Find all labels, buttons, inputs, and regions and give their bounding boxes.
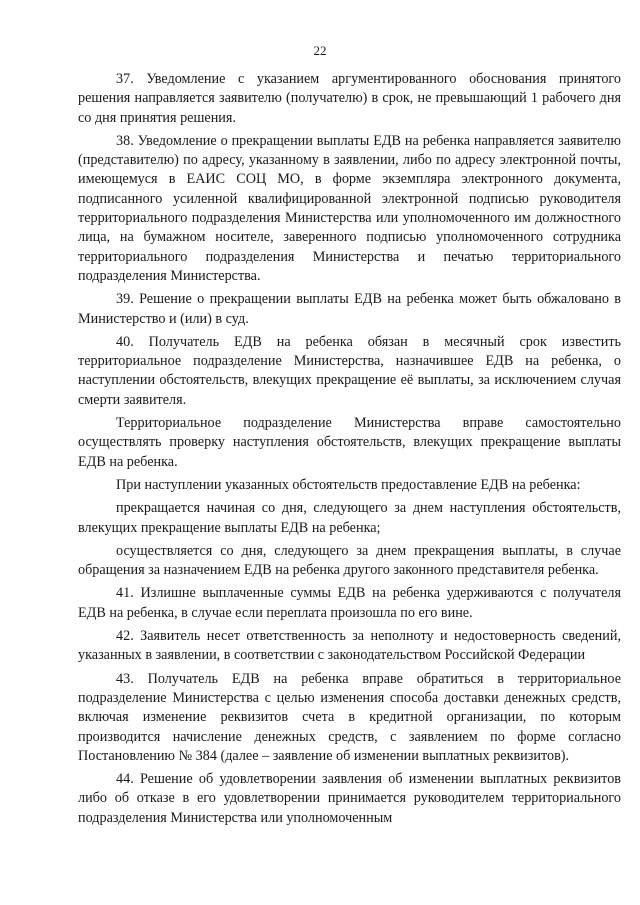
page-number: 22: [313, 43, 327, 58]
document-body: [78, 70, 621, 832]
paragraph-41: 41. Излишне выплаченные суммы ЕДВ на ребенка удерживаются с получателя ЕДВ на ребенка, в случае если переплата произошла по его вине.: [78, 585, 621, 621]
paragraph-42: 42. Заявитель несет ответственность за неполноту и недостоверность сведений, указанных в заявлении, в соответствии с законодательством Российской Федерации: [78, 628, 621, 664]
paragraph-40: 40. Получатель ЕДВ на ребенка обязан в месячный срок известить территориальное подразделение Министерства, назначившее ЕДВ на ребенка, о наступлении обстоятельств, влекущих прекращение её выплаты, за исключением случая смерти заявителя.: [78, 333, 621, 408]
paragraph-40-verification: Территориальное подразделение Министерства вправе самостоятельно осуществлять проверку наступления обстоятельств, влекущих прекращение выплаты ЕДВ на ребенка.: [78, 415, 621, 470]
paragraph-40-termination: прекращается начиная со дня, следующего за днем наступления обстоятельств, влекущих прекращение выплаты ЕДВ на ребенка;: [78, 500, 621, 536]
paragraph-37: 37. Уведомление с указанием аргументированного обоснования принятого решения направляется заявителю (получателю) в срок, не превышающий 1 рабочего дня со дня принятия решения.: [78, 71, 621, 126]
paragraph-39: 39. Решение о прекращении выплаты ЕДВ на ребенка может быть обжаловано в Министерство и (или) в суд.: [78, 291, 621, 327]
paragraph-38: 38. Уведомление о прекращении выплаты ЕДВ на ребенка направляется заявителю (представителю) по адресу, указанному в заявлении, либо по адресу электронной почты, имеющемуся в ЕАИС СОЦ МО, в форме экземпляра электронного документа, подписанного усиленной квалифицированной электронной подписью руководителя территориального подразделения Министерства или уполномоченного им должностного лица, на бумажном носителе, заверенного подписью уполномоченного сотрудника территориального подразделения Министерства и печатью территориального подразделения Министерства.: [78, 132, 621, 284]
paragraph-43: 43. Получатель ЕДВ на ребенка вправе обратиться в территориальное подразделение Министерства с целью изменения способа доставки денежных средств, включая изменение реквизитов счета в кредитной организации, по которым производится начисление денежных средств, с заявлением по форме согласно Постановлению № 384 (далее – заявление об изменении выплатных реквизитов).: [78, 670, 621, 764]
paragraph-40-continuation: осуществляется со дня, следующего за днем прекращения выплаты, в случае обращения за назначением ЕДВ на ребенка другого законного представителя ребенка.: [78, 542, 621, 579]
paragraph-40-conditions-intro: При наступлении указанных обстоятельств предоставление ЕДВ на ребенка:: [116, 476, 581, 493]
paragraph-44: 44. Решение об удовлетворении заявления об изменении выплатных реквизитов либо об отказе в его удовлетворении принимается руководителем территориального подразделения Министерства или уполномоченным: [78, 771, 621, 826]
